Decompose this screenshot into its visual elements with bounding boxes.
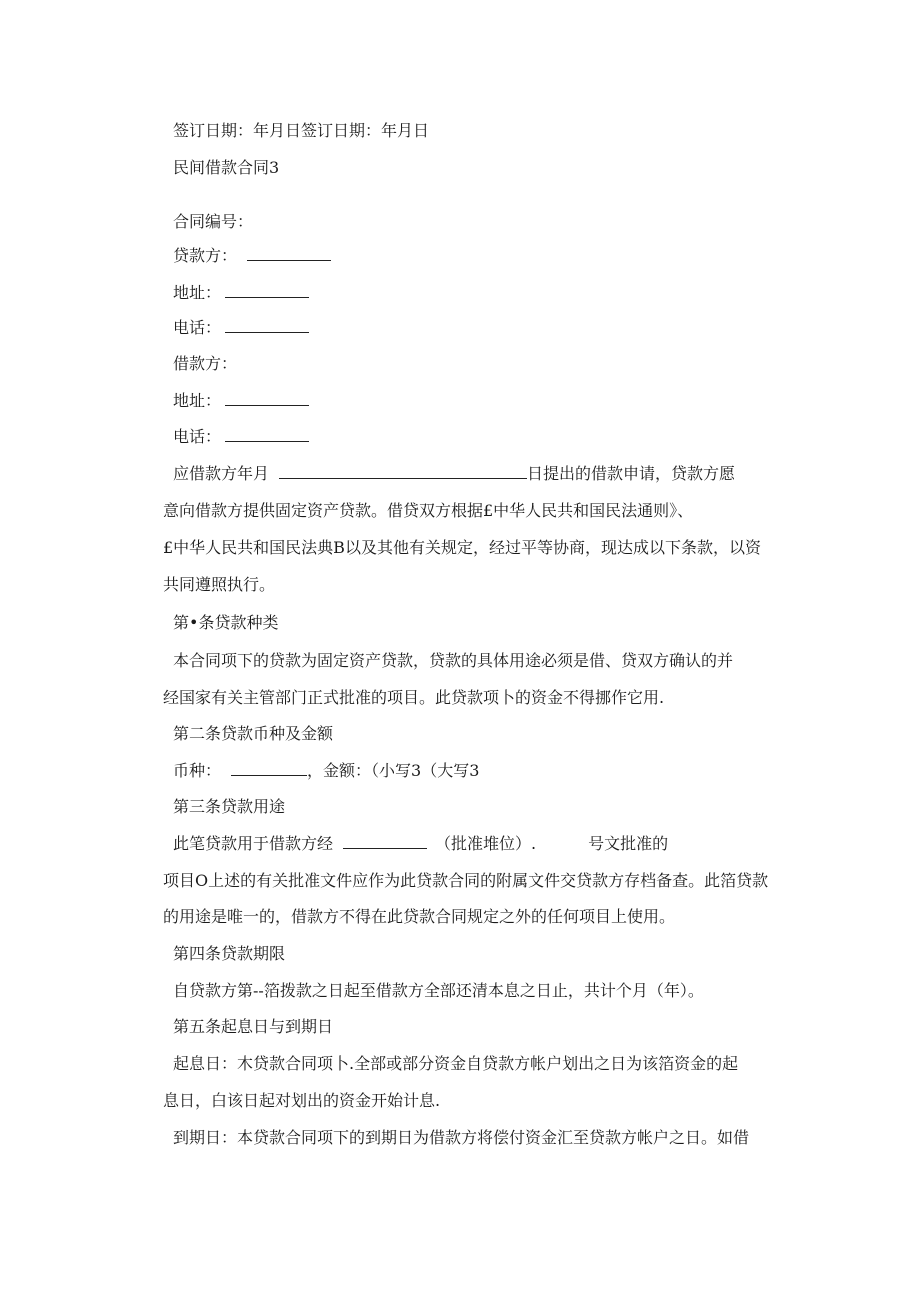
lender-blank[interactable] [247, 246, 331, 261]
lender-label: 贷款方： [173, 246, 238, 265]
article-5-text-1: 起息日：木贷款合同项卜.全部或部分资金自贷款方帐户划出之日为该箔资金的起 [173, 1054, 739, 1073]
article-3-text-a: 此笔贷款用于借款方经 [173, 834, 334, 853]
article-1-heading: 第•条贷款种类 [173, 613, 279, 632]
borrower-address-label: 地址： [173, 391, 222, 410]
application-date-blank[interactable] [279, 464, 527, 479]
article-1-text-2: 经国家有关主管部门正式批准的项目。此贷款项卜的资金不得挪作它用. [163, 688, 665, 707]
article-3-line-2: 项目O上述的有关批准文件应作为此贷款合同的附属文件交贷款方存档备查。此箔贷款 [163, 871, 769, 890]
lender-address-line [173, 283, 309, 303]
lender-phone-line [173, 318, 309, 338]
signing-date-line: 签订日期：年月日签订日期：年月日 [173, 121, 430, 140]
article-3-text-c: 号文批准的 [588, 834, 669, 853]
approval-unit-blank[interactable] [343, 834, 427, 849]
article-2-heading: 第二条贷款币种及金额 [173, 724, 334, 743]
article-3-text-b: （批准堆位）. [435, 834, 537, 853]
article-4-heading: 第四条贷款期限 [173, 944, 286, 963]
amount-text: ，金额：（小写3（大写3 [307, 761, 480, 780]
intro-text-a: 应借款方年月 [173, 464, 270, 483]
article-5-text-2: 息日，白该日起对划出的资金开始计息. [163, 1091, 441, 1110]
article-3-line-1 [173, 834, 668, 854]
article-3-line-3: 的用途是唯一的，借款方不得在此贷款合同规定之外的任何项目上使用。 [163, 907, 676, 926]
intro-line-3: £中华人民共和国民法典B以及其他有关规定，经过平等协商，现达成以下条款，以资 [163, 538, 761, 557]
intro-text-b: 日提出的借款申请，贷款方愿 [527, 464, 736, 483]
lender-address-blank[interactable] [225, 283, 309, 298]
lender-address-label: 地址： [173, 283, 222, 302]
intro-line-4: 共同遵照执行。 [163, 575, 276, 594]
currency-label: 币种： [173, 761, 222, 780]
borrower-address-line [173, 391, 309, 411]
contract-title: 民间借款合同3 [173, 158, 280, 177]
borrower-label: 借款方： [173, 354, 238, 373]
lender-line [173, 246, 331, 266]
article-5-text-3: 到期日：本贷款合同项下的到期日为借款方将偿付资金汇至贷款方帐户之日。如借 [173, 1128, 750, 1147]
article-1-text-1: 本合同项下的贷款为固定资产贷款，贷款的具体用途必须是借、贷双方确认的并 [173, 651, 734, 670]
currency-blank[interactable] [231, 761, 307, 776]
article-4-text: 自贷款方第--箔拨款之日起至借款方全部还清本息之日止，共计个月（年）。 [173, 981, 704, 1000]
intro-line-2: 意向借款方提供固定资产贷款。借贷双方根据£中华人民共和国民法通则》、 [163, 501, 694, 520]
borrower-phone-label: 电话： [173, 427, 222, 446]
article-5-heading: 第五条起息日与到期日 [173, 1017, 334, 1036]
article-2-line [173, 761, 479, 781]
article-3-heading: 第三条贷款用途 [173, 797, 286, 816]
borrower-phone-blank[interactable] [225, 427, 309, 442]
borrower-address-blank[interactable] [225, 391, 309, 406]
borrower-phone-line [173, 427, 309, 447]
intro-line-1 [173, 464, 735, 484]
contract-number: 合同编号： [173, 212, 254, 231]
lender-phone-blank[interactable] [225, 318, 309, 333]
lender-phone-label: 电话： [173, 318, 222, 337]
